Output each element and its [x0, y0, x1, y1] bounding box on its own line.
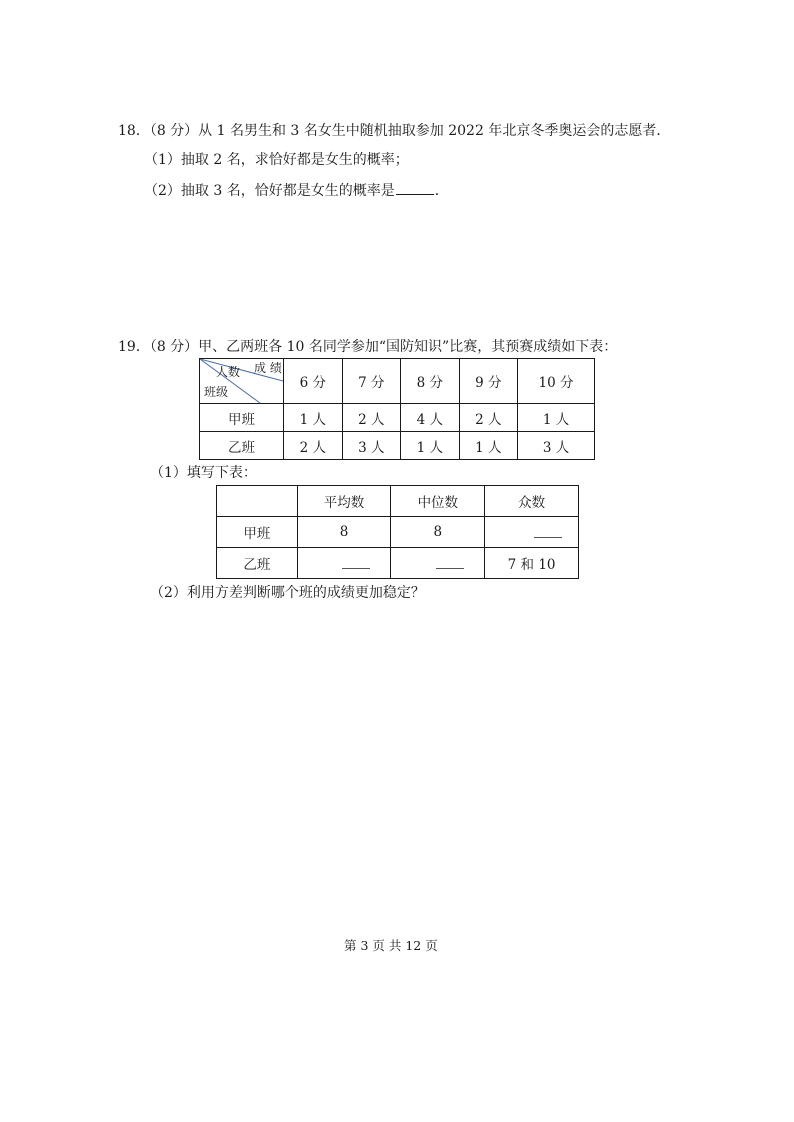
q19-intro: 19．（8 分）甲、乙两班各 10 名同学参加“国防知识”比赛，其预赛成绩如下表： [118, 339, 618, 355]
table-cell: 1 人 [459, 432, 518, 460]
row-header: 甲班 [217, 517, 298, 548]
table-cell: 8 [297, 517, 391, 548]
q18-intro: 18．（8 分）从 1 名男生和 3 名女生中随机抽取参加 2022 年北京冬季奥运会的志愿者． [118, 123, 671, 139]
row-header: 甲班 [200, 404, 284, 432]
q18-part2-end: ． [434, 183, 449, 199]
column-header: 众数 [485, 486, 579, 517]
column-header: 6 分 [284, 359, 343, 404]
table-cell: 1 人 [401, 432, 460, 460]
answer-blank [534, 527, 562, 538]
q18-part2 [144, 180, 449, 200]
table-cell: 2 人 [459, 404, 518, 432]
corner-people-label: 人数 [216, 365, 241, 379]
table-cell: 1 人 [518, 404, 595, 432]
column-header: 平均数 [297, 486, 391, 517]
column-header: 8 分 [401, 359, 460, 404]
table-cell: 3 人 [342, 432, 401, 460]
table-cell: 8 [391, 517, 485, 548]
table-row [200, 432, 595, 460]
row-header: 乙班 [217, 548, 298, 579]
answer-blank-cell [297, 548, 391, 579]
corner-score-label: 成 绩 [254, 361, 282, 375]
table-cell: 4 人 [401, 404, 460, 432]
column-header: 10 分 [518, 359, 595, 404]
column-header: 9 分 [459, 359, 518, 404]
q18-part2-text: （2）抽取 3 名，恰好都是女生的概率是 [144, 183, 395, 199]
empty-header-cell [217, 486, 298, 517]
table-cell: 3 人 [518, 432, 595, 460]
corner-class-label: 班级 [204, 385, 229, 399]
q18-part1: （1）抽取 2 名，求恰好都是女生的概率； [144, 152, 409, 168]
answer-blank [436, 558, 464, 569]
column-header: 中位数 [391, 486, 485, 517]
answer-blank-cell [485, 517, 579, 548]
table-row [217, 548, 579, 579]
page-footer: 第 3 页 共 12 页 [344, 938, 438, 953]
table-corner-cell [200, 359, 284, 404]
answer-blank-cell [391, 548, 485, 579]
table-cell: 2 人 [342, 404, 401, 432]
score-distribution-table [199, 358, 595, 460]
row-header: 乙班 [200, 432, 284, 460]
table-row [217, 517, 579, 548]
q19-part1: （1）填写下表： [150, 465, 257, 481]
table-cell: 7 和 10 [485, 548, 579, 579]
statistics-table [216, 485, 579, 579]
table-cell: 1 人 [284, 404, 343, 432]
answer-blank [342, 558, 370, 569]
answer-blank [396, 180, 434, 195]
column-header: 7 分 [342, 359, 401, 404]
table-cell: 2 人 [284, 432, 343, 460]
q19-part2: （2）利用方差判断哪个班的成绩更加稳定？ [150, 585, 425, 601]
table-row [200, 404, 595, 432]
